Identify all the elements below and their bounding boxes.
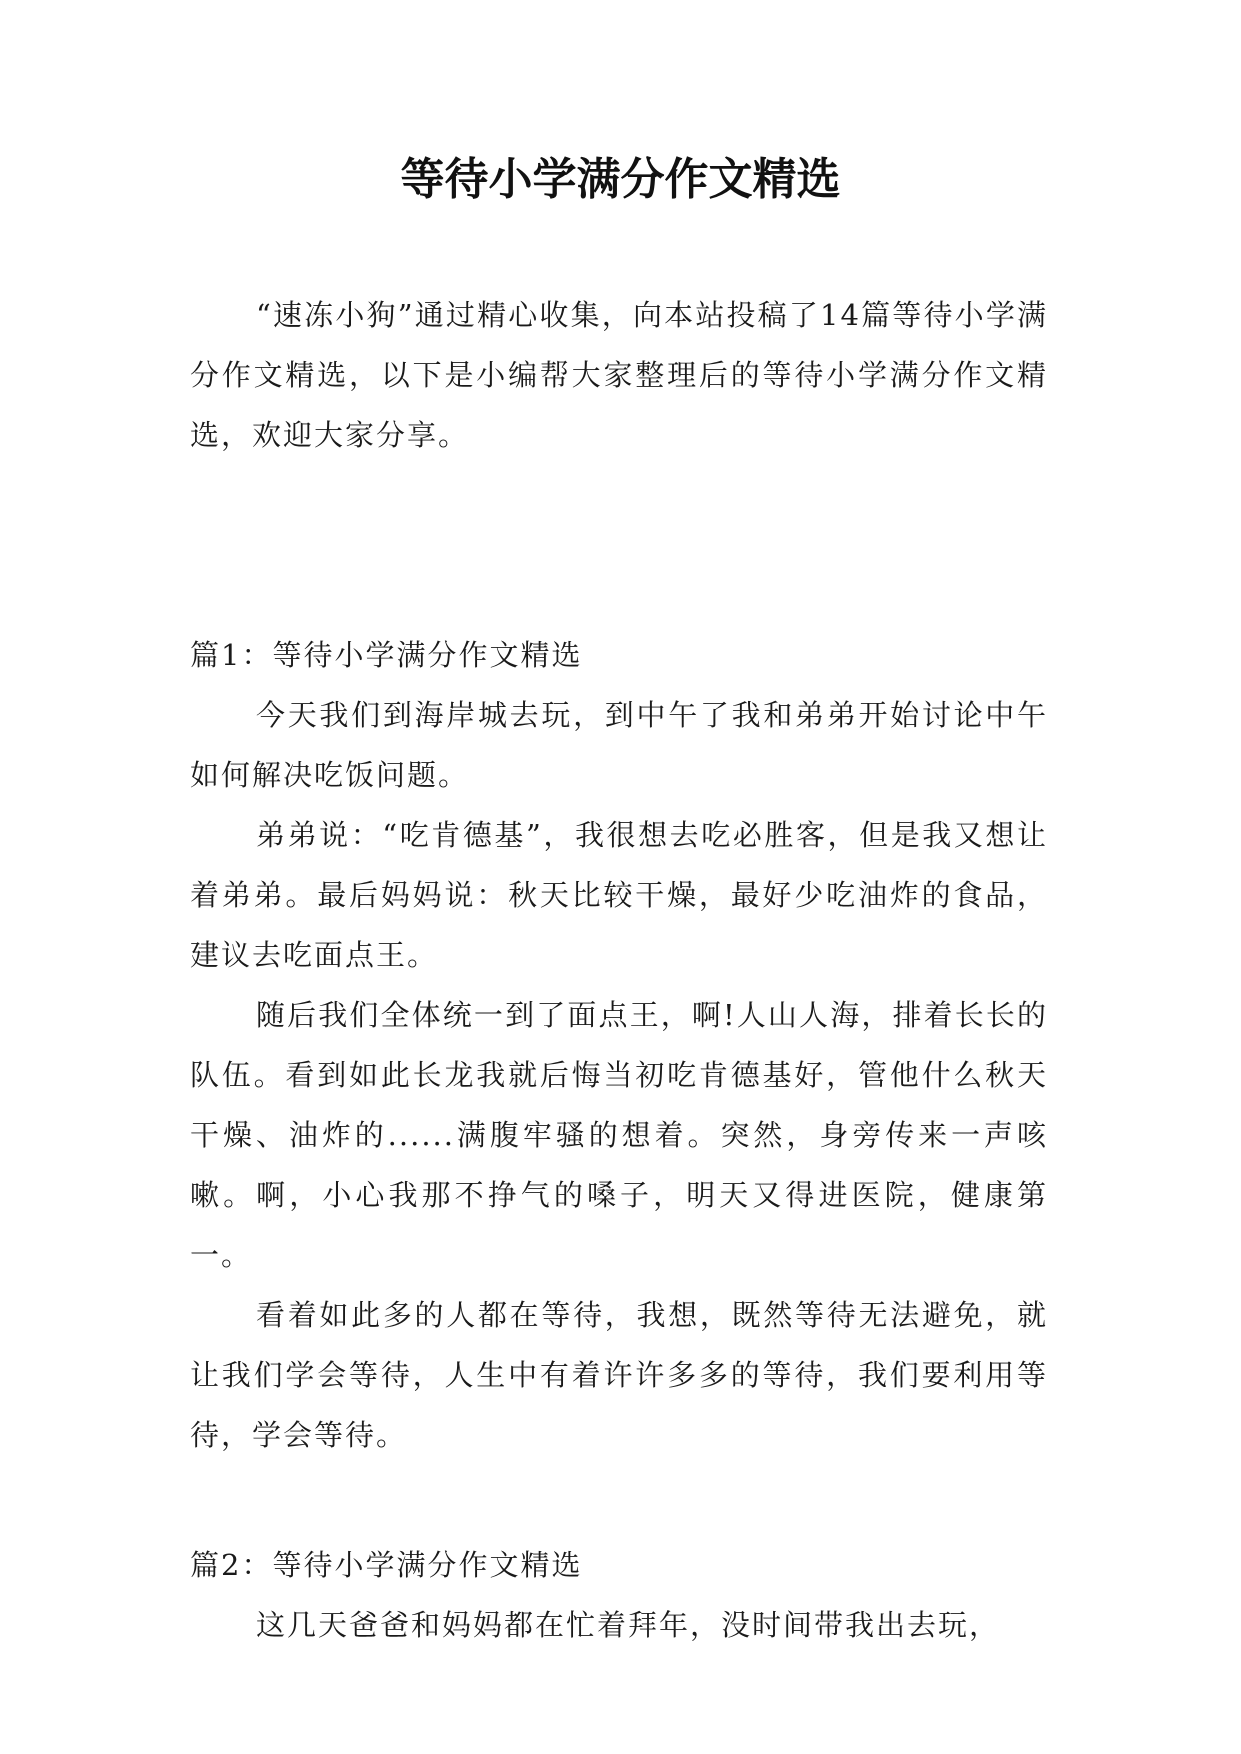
page-title: 等待小学满分作文精选 [400,154,841,205]
intro-paragraph: “速冻小狗”通过精心收集，向本站投稿了14篇等待小学满分作文精选，以下是小编帮大家整理后的等待小学满分作文精选，欢迎大家分享。 [190,298,1048,452]
section-heading: 篇2：等待小学满分作文精选 [190,1548,583,1582]
body-paragraph: 随后我们全体统一到了面点王，啊!人山人海，排着长长的队伍。看到如此长龙我就后悔当初吃肯德基好，管他什么秋天干燥、油炸的......满腹牢骚的想着。突然，身旁传来一声咳嗽。啊，小心我那不挣气的嗓子，明天又得进医院，健康第一。 [190,998,1048,1272]
body-paragraph: 看着如此多的人都在等待，我想，既然等待无法避免，就让我们学会等待，人生中有着许许多多的等待，我们要利用等待，学会等待。 [190,1298,1048,1452]
body-paragraph: 弟弟说：“吃肯德基”，我很想去吃必胜客，但是我又想让着弟弟。最后妈妈说：秋天比较干燥，最好少吃油炸的食品，建议去吃面点王。 [190,818,1048,972]
section-heading: 篇1：等待小学满分作文精选 [190,638,583,672]
document-body [190,285,1048,1655]
body-paragraph: 今天我们到海岸城去玩，到中午了我和弟弟开始讨论中午如何解决吃饭问题。 [190,698,1048,792]
body-paragraph: 这几天爸爸和妈妈都在忙着拜年，没时间带我出去玩， [256,1608,1001,1642]
